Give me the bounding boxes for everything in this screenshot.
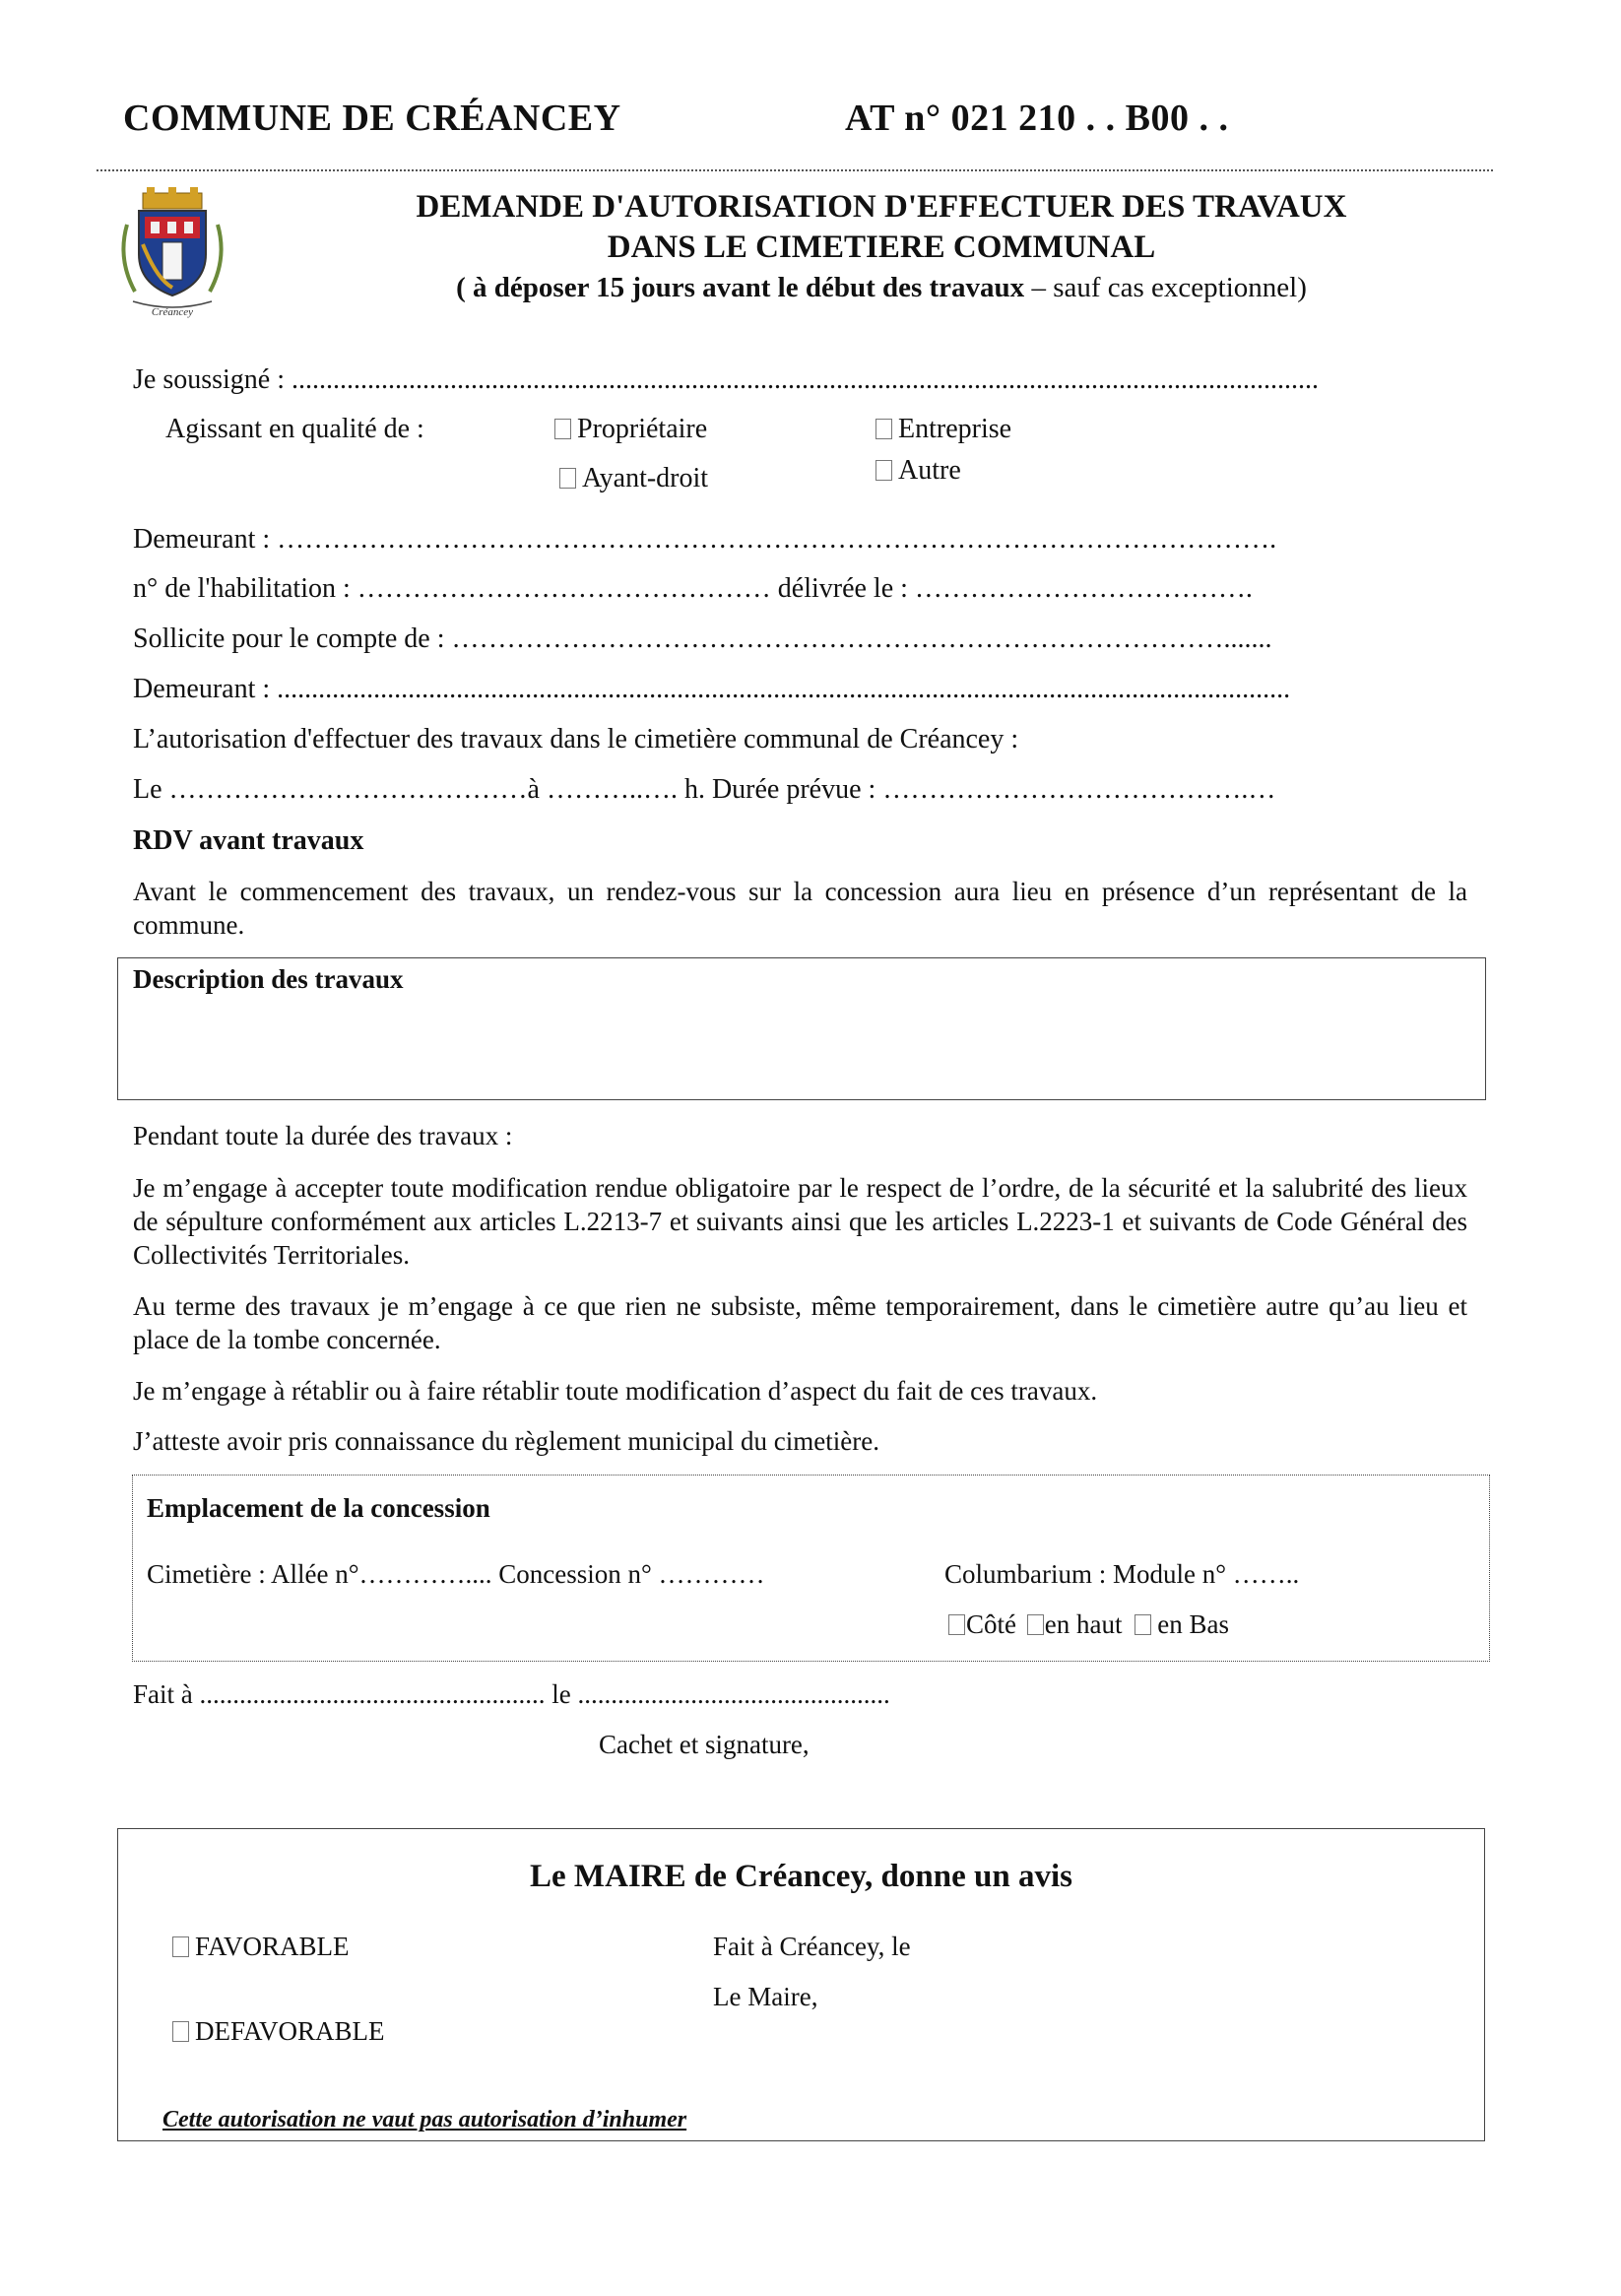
- option-autre[interactable]: [875, 455, 961, 487]
- soussigne-field[interactable]: Je soussigné : .....................................................................................................................................................: [133, 364, 1319, 395]
- en-haut-label: en haut: [1044, 1609, 1123, 1639]
- maire-title: Le MAIRE de Créancey, donne un avis: [530, 1859, 1072, 1894]
- description-title: Description des travaux: [133, 964, 404, 994]
- entreprise-label: Entreprise: [898, 414, 1012, 444]
- columbarium-field[interactable]: Columbarium : Module n° ……..: [944, 1559, 1300, 1589]
- autre-checkbox[interactable]: [875, 460, 892, 481]
- form-subtitle: [325, 272, 1438, 304]
- maire-fait-a: Fait à Créancey, le: [713, 1932, 911, 1961]
- subtitle-prefix: ( à déposer 15 jours avant le début des travaux: [456, 272, 1025, 303]
- proprietaire-checkbox[interactable]: [554, 419, 571, 439]
- option-proprietaire[interactable]: [554, 414, 707, 445]
- engagement-p2: Au terme des travaux je m’engage à ce que rien ne subsiste, même temporairement, dans le cimetière autre qu’au lieu et place de la tombe concernée.: [133, 1291, 1467, 1354]
- favorable-checkbox[interactable]: [172, 1936, 189, 1957]
- sollicite-field[interactable]: Sollicite pour le compte de : ………………………………………………………………………….......: [133, 623, 1272, 654]
- rdv-title: RDV avant travaux: [133, 825, 364, 856]
- option-entreprise[interactable]: [875, 414, 1011, 445]
- inhumation-note: Cette autorisation ne vaut pas autorisation d’inhumer: [162, 2107, 687, 2132]
- option-ayant-droit[interactable]: [559, 463, 708, 494]
- le-maire-label: Le Maire,: [713, 1982, 818, 2011]
- at-number: AT n° 021 210 . . B00 . .: [845, 98, 1229, 139]
- habilitation-field[interactable]: n° de l'habilitation : ……………………………………… délivrée le : ……………………………….: [133, 573, 1253, 604]
- demeurant-field-1[interactable]: Demeurant : ……………………………………………………………………………………………….: [133, 524, 1277, 555]
- en-haut-checkbox[interactable]: [1027, 1614, 1044, 1635]
- favorable-label: FAVORABLE: [195, 1932, 350, 1961]
- concession-title: Emplacement de la concession: [147, 1493, 490, 1523]
- fait-a-field[interactable]: Fait à .................................................... le ...............................................: [133, 1679, 890, 1709]
- ayant-droit-label: Ayant-droit: [582, 463, 709, 493]
- cote-label: Côté: [966, 1609, 1016, 1639]
- defavorable-label: DEFAVORABLE: [195, 2016, 385, 2046]
- date-heure-field[interactable]: Le …………………………………à ………..…. h. Durée prévue : ………………………………….…: [133, 774, 1276, 805]
- agissant-label: Agissant en qualité de :: [165, 414, 424, 444]
- autorisation-text: L’autorisation d'effectuer des travaux dans le cimetière communal de Créancey :: [133, 724, 1019, 754]
- cote-checkbox[interactable]: [948, 1614, 965, 1635]
- maire-box: [117, 1828, 1485, 2141]
- engagement-p4: J’atteste avoir pris connaissance du règlement municipal du cimetière.: [133, 1426, 879, 1456]
- demeurant-field-2[interactable]: Demeurant : ...................................................................................................................................................: [133, 674, 1291, 704]
- proprietaire-label: Propriétaire: [577, 414, 708, 444]
- position-options: [948, 1609, 1229, 1640]
- cachet-signature: Cachet et signature,: [599, 1730, 810, 1759]
- option-defavorable[interactable]: [172, 2016, 385, 2047]
- defavorable-checkbox[interactable]: [172, 2021, 189, 2042]
- rdv-text: Avant le commencement des travaux, un rendez-vous sur la concession aura lieu en présence d’un représentant de la commune.: [133, 877, 1467, 940]
- crest-label: Créancey: [151, 306, 194, 318]
- cimetiere-field[interactable]: Cimetière : Allée n°………….... Concession n° …………: [147, 1559, 765, 1589]
- form-title-line2: DANS LE CIMETIERE COMMUNAL: [607, 230, 1156, 265]
- commune-title: COMMUNE DE CRÉANCEY: [123, 98, 621, 139]
- option-favorable[interactable]: [172, 1932, 350, 1962]
- description-box[interactable]: [117, 957, 1486, 1100]
- engagement-intro: Pendant toute la durée des travaux :: [133, 1121, 513, 1150]
- ayant-droit-checkbox[interactable]: [559, 468, 576, 489]
- entreprise-checkbox[interactable]: [875, 419, 892, 439]
- header-divider: [97, 169, 1493, 171]
- autre-label: Autre: [898, 455, 961, 486]
- engagement-p3: Je m’engage à rétablir ou à faire rétablir toute modification d’aspect du fait de ces travaux.: [133, 1376, 1098, 1406]
- en-bas-checkbox[interactable]: [1135, 1614, 1151, 1635]
- commune-crest-icon: [113, 185, 231, 323]
- en-bas-label: en Bas: [1157, 1609, 1229, 1639]
- concession-box: [132, 1475, 1490, 1662]
- engagement-p1: Je m’engage à accepter toute modification rendue obligatoire par le respect de l’ordre, de la sécurité et la salubrité des lieux de sépulture conformément aux articles L.2213-7 et suivants ainsi que les articles L.2223-1 et suivants de Code Général des Collectivités Territoriales.: [133, 1173, 1467, 1270]
- form-title-line1: DEMANDE D'AUTORISATION D'EFFECTUER DES TRAVAUX: [416, 189, 1347, 225]
- subtitle-suffix: – sauf cas exceptionnel): [1024, 272, 1307, 303]
